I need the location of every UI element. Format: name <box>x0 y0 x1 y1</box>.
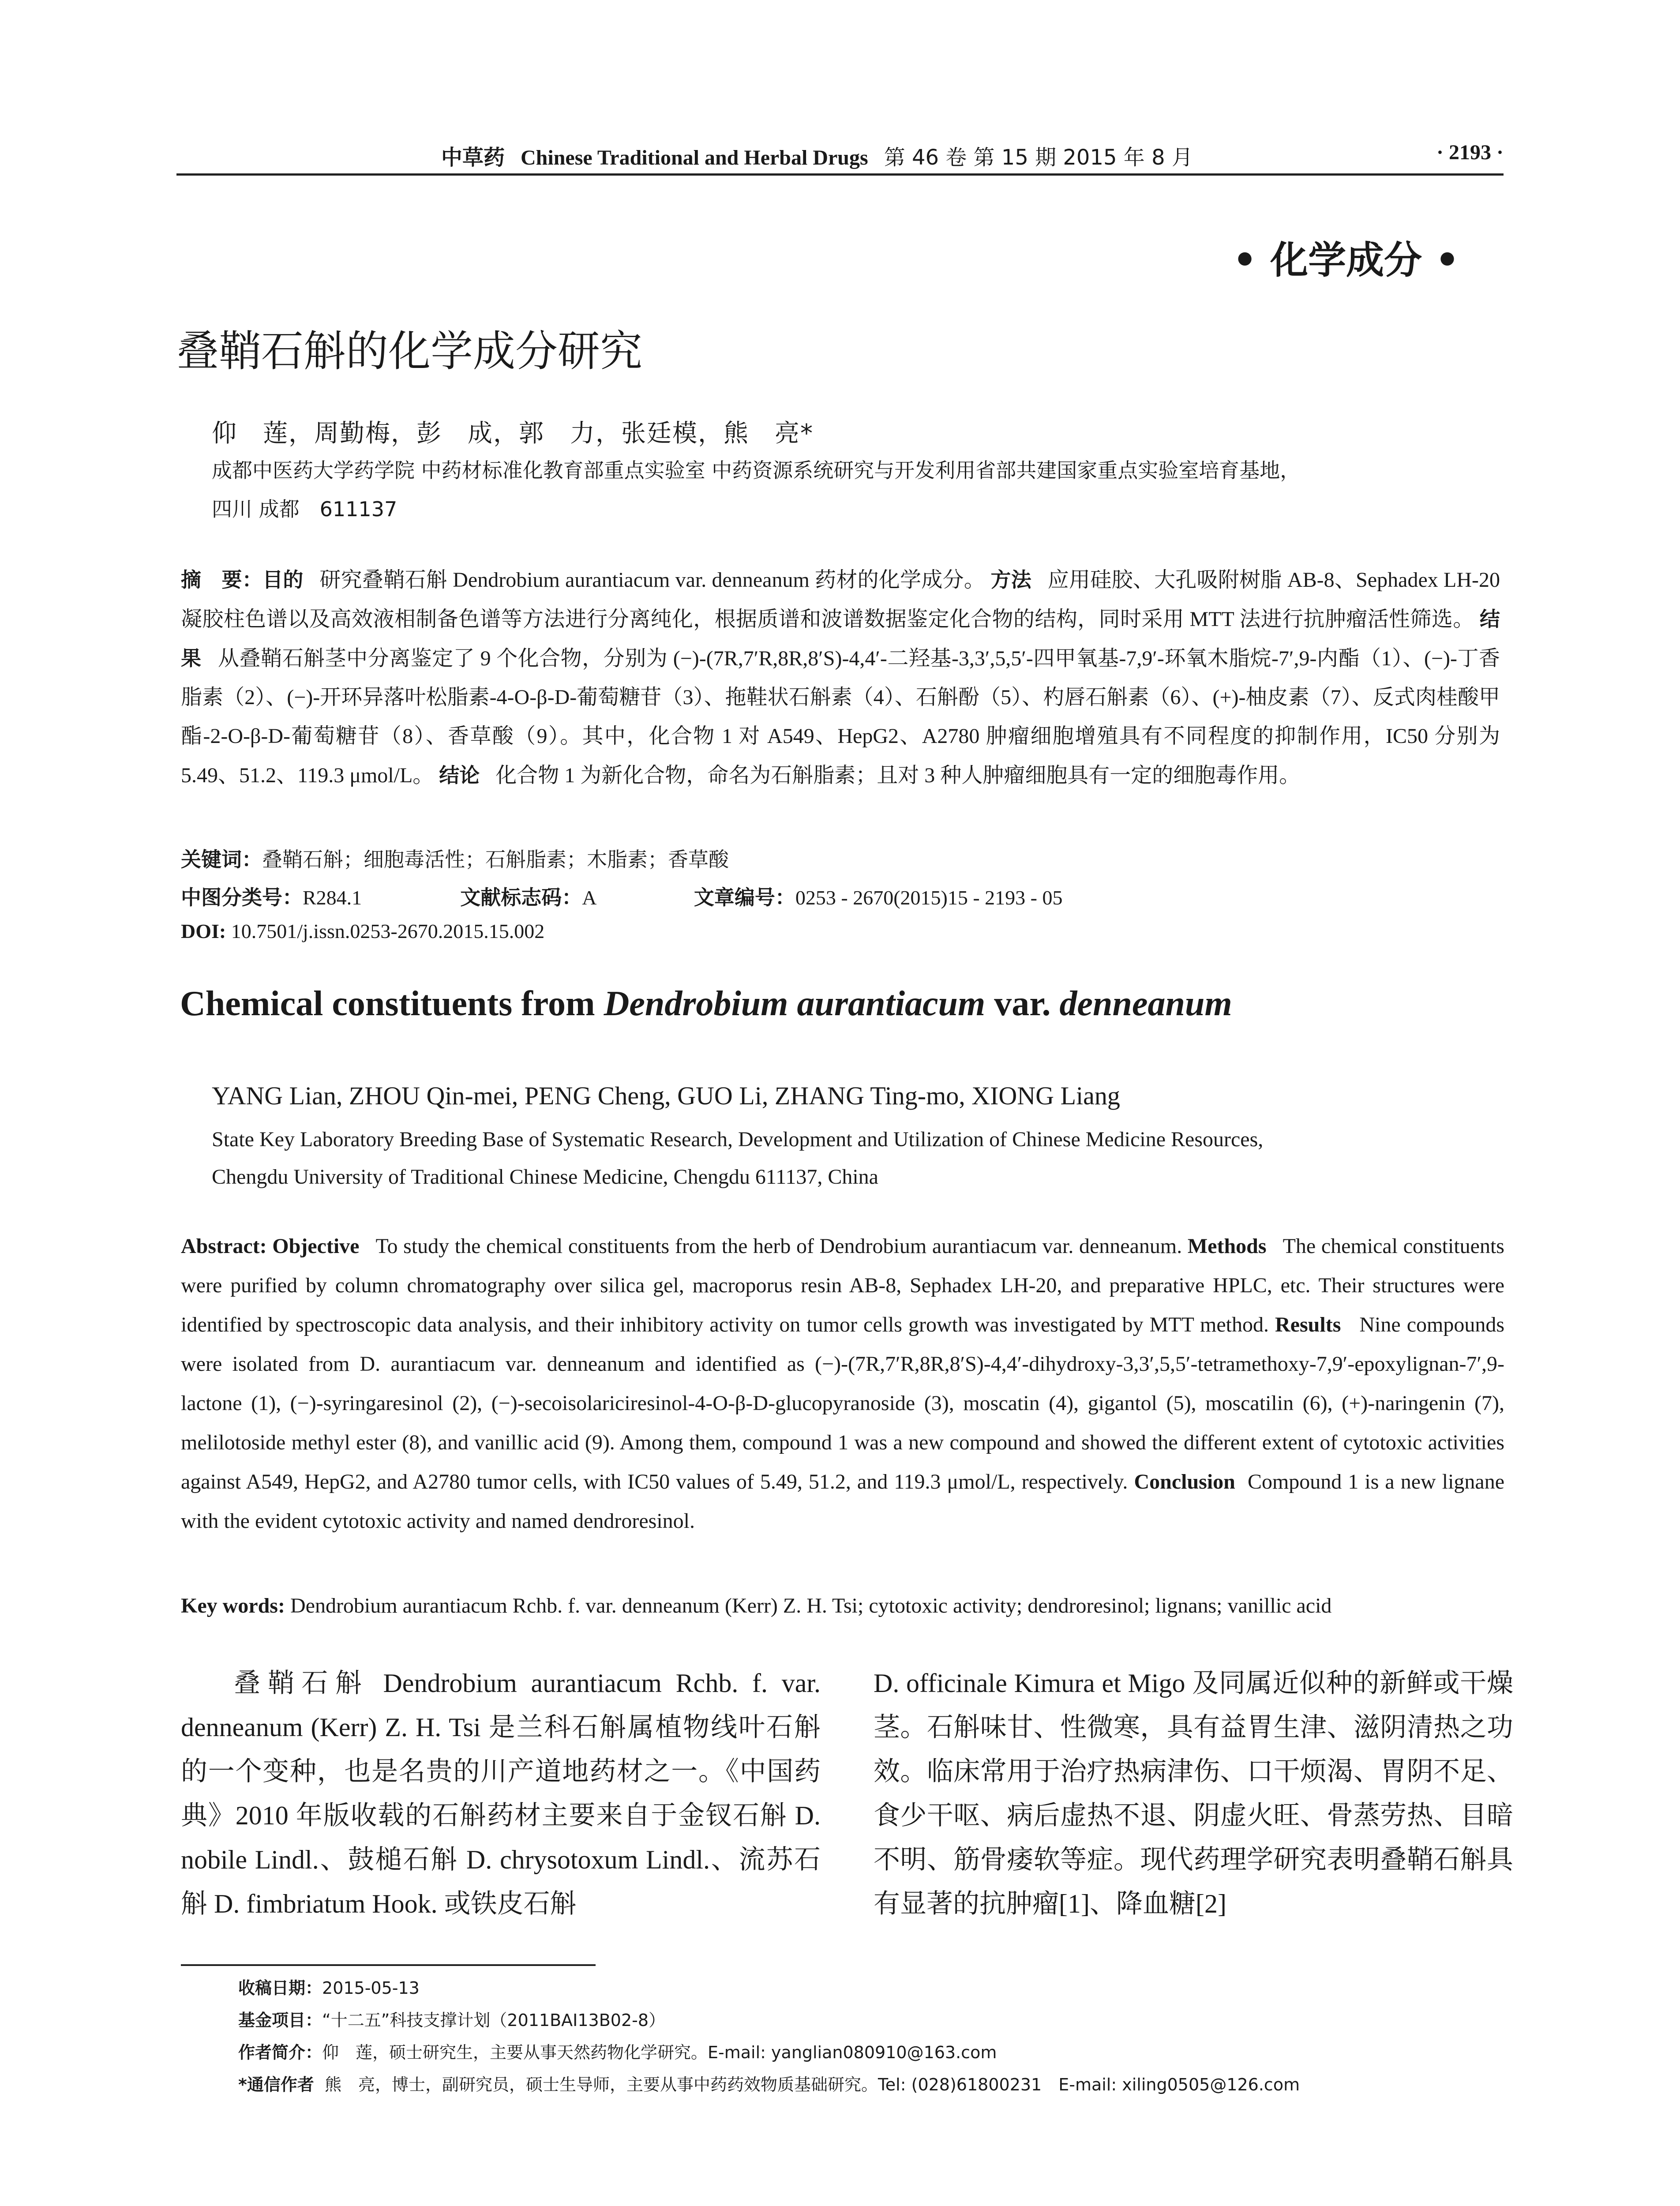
footnote-author-label: 作者简介： <box>238 2043 322 2062</box>
abstract-cn-conclusion: 化合物 1 为新化合物，命名为石斛脂素；且对 3 种人肿瘤细胞具有一定的细胞毒作用。 <box>495 764 1301 787</box>
footnote-received-text: 2015-05-13 <box>322 1978 420 1998</box>
journal-info <box>441 140 1193 171</box>
doi-label: DOI: <box>181 920 226 942</box>
doc-code-label: 文献标志码： <box>460 885 582 909</box>
affiliation-cn-line2: 四川 成都 611137 <box>212 497 398 521</box>
footnote-author <box>238 2039 997 2063</box>
clc-value: R284.1 <box>303 886 362 909</box>
running-header <box>176 140 1504 176</box>
section-tag: • 化学成分 • <box>1233 238 1459 282</box>
abstract-en-conclusion: Compound 1 is a new lignane with the evident cytotoxic activity and named dendroresinol. <box>181 1470 1505 1533</box>
page-number: · 2193 · <box>1436 141 1504 164</box>
footnote-corresponding-text: 熊 亮，博士，副研究员，硕士生导师，主要从事中药药效物质基础研究。Tel: (028)61800231 E-mail: xiling0505@126.com <box>325 2075 1300 2094</box>
abstract-en-objective-label: Abstract: Objective <box>181 1234 360 1258</box>
abstract-en-methods-label: Methods <box>1187 1234 1267 1258</box>
body-column-right: D. officinale Kimura et Migo 及同属近似种的新鲜或干燥茎。石斛味甘、性微寒，具有益胃生津、滋阴清热之功效。临床常用于治疗热病津伤、口干烦渴、胃阴不足、食少干呕、病后虚热不退、阴虚火旺、骨蒸劳热、目暗不明、筋骨痿软等症。现代药理学研究表明叠鞘石斛具有显著的抗肿瘤[1]、降血糖[2] <box>874 1669 1513 1918</box>
doc-code-value: A <box>582 886 596 909</box>
abstract-cn-label: 摘 要： <box>181 568 263 592</box>
doi-link[interactable]: 10.7501/j.issn.0253-2670.2015.15.002 <box>231 920 545 942</box>
abstract-cn-results-label: 结果 <box>181 607 1500 670</box>
affiliation-cn-line1: 成都中医药大学药学院 中药材标准化教育部重点实验室 中药资源系统研究与开发利用省部共建国家重点实验室培育基地， <box>212 458 1301 482</box>
journal-issue: 第 46 卷 第 15 期 2015 年 8 月 <box>884 145 1193 170</box>
abstract-cn-objective-label: 目的 <box>262 568 304 592</box>
keywords-en-text: Dendrobium aurantiacum Rchb. f. var. denneanum (Kerr) Z. H. Tsi; cytotoxic activity; dendroresinol; lignans; vanillic acid <box>290 1594 1332 1617</box>
article-number-value: 0253 - 2670(2015)15 - 2193 - 05 <box>795 886 1063 909</box>
keywords-cn <box>181 844 729 873</box>
footnote-received-label: 收稿日期： <box>238 1978 322 1998</box>
footnote-author-text: 仰 莲，硕士研究生，主要从事天然药物化学研究。E-mail: yanglian080910@163.com <box>322 2043 997 2062</box>
footnote-fund-label: 基金项目： <box>238 2011 322 2030</box>
abstract-cn-conclusion-label: 结论 <box>439 763 480 787</box>
abstract-en-results-label: Results <box>1275 1313 1341 1336</box>
footnote-rule <box>181 1964 596 1966</box>
footnote-received <box>238 1974 420 1999</box>
affiliation-en-line2: Chengdu University of Traditional Chinese Medicine, Chengdu 611137, China <box>212 1165 878 1189</box>
footnote-corresponding <box>238 2071 1300 2095</box>
affiliation-en-line1: State Key Laboratory Breeding Base of Systematic Research, Development and Utilization of Chinese Medicine Resources, <box>212 1128 1264 1151</box>
doi-line <box>181 919 544 943</box>
title-en <box>180 984 1232 1024</box>
keywords-en-label: Key words: <box>181 1594 285 1617</box>
classification-line <box>181 882 1062 911</box>
title-en-prefix: Chemical constituents from <box>180 984 604 1023</box>
body-column-left: 叠鞘石斛 Dendrobium aurantiacum Rchb. f. var. denneanum (Kerr) Z. H. Tsi 是兰科石斛属植物线叶石斛的一个变种，也是名贵的川产道地药材之一。《中国药典》2010 年版收载的石斛药材主要来自于金钗石斛 D. nobile Lindl.、鼓槌石斛 D. chrysotoxum Lindl.、流苏石斛 D. fimbriatum Hook. 或铁皮石斛 <box>181 1669 821 1918</box>
title-en-variety: denneanum <box>1059 984 1232 1023</box>
title-en-var: var. <box>985 984 1060 1023</box>
abstract-en-methods: The chemical constituents were purified by column chromatography over silica gel, macroporus resin AB-8, Sephadex LH-20, and preparative HPLC, etc. Their structures were identified by spectroscopic data analysis, and their inhibitory activity on tumor cells growth was investigated by MTT method. <box>181 1234 1504 1336</box>
clc-label: 中图分类号： <box>181 885 303 909</box>
keywords-en <box>181 1594 1331 1618</box>
footnote-corresponding-label: *通信作者 <box>238 2075 314 2094</box>
footnote-fund-text: “十二五”科技支撑计划（2011BAI13B02-8） <box>322 2011 666 2030</box>
abstract-cn-results: 从叠鞘石斛茎中分离鉴定了 9 个化合物，分别为 (−)-(7R,7′R,8R,8′S)-4,4′-二羟基-3,3′,5,5′-四甲氧基-7,9′-环氧木脂烷-7′,9-内酯（1）、(−)-丁香脂素（2）、(−)-开环异落叶松脂素-4-O-β-D-葡萄糖苷（3）、拖鞋状石斛素（4）、石斛酚（5）、杓唇石斛素（6）、(+)-柚皮素（7）、反式肉桂酸甲酯-2-O-β-D-葡萄糖苷（8）、香草酸（9）。其中，化合物 1 对 A549、HepG2、A2780 肿瘤细胞增殖具有不同程度的抑制作用，IC50 分别为 5.49、51.2、119.3 μmol/L。 <box>181 647 1500 787</box>
authors-cn: 仰 莲，周勤梅，彭 成，郭 力，张廷模，熊 亮* <box>212 419 814 448</box>
abstract-en-objective: To study the chemical constituents from the herb of Dendrobium aurantiacum var. denneanum. <box>375 1234 1182 1258</box>
article-number-label: 文章编号： <box>694 885 795 909</box>
keywords-cn-label: 关键词： <box>181 848 262 871</box>
journal-name-en: Chinese Traditional and Herbal Drugs <box>521 146 868 169</box>
abstract-en-results: Nine compounds were isolated from D. aurantiacum var. denneanum and identified as (−)-(7R,7′R,8R,8′S)-4,4′-dihydroxy-3,3′,5,5′-tetramethoxy-7,9′-epoxylignan-7′,9-lactone (1), (−)-syringaresinol (2), (−)-secoisolariciresinol-4-O-β-D-glucopyranoside (3), moscatin (4), gigantol (5), moscatilin (6), (+)-naringenin (7), melilotoside methyl ester (8), and vanillic acid (9). Among them, compound 1 was a new compound and showed the different extent of cytotoxic activities against A549, HepG2, and A2780 tumor cells, with IC50 values of 5.49, 51.2, and 119.3 μmol/L, respectively. <box>181 1313 1505 1493</box>
abstract-cn-methods: 应用硅胶、大孔吸附树脂 AB-8、Sephadex LH-20 凝胶柱色谱以及高效液相制备色谱等方法进行分离纯化，根据质谱和波谱数据鉴定化合物的结构，同时采用 MTT 法进行抗肿瘤活性筛选。 <box>181 568 1500 631</box>
journal-name-cn: 中草药 <box>441 145 505 170</box>
abstract-en <box>181 1227 1504 1541</box>
authors-en: YANG Lian, ZHOU Qin-mei, PENG Cheng, GUO Li, ZHANG Ting-mo, XIONG Liang <box>212 1081 1120 1110</box>
header-rule <box>176 173 1504 176</box>
keywords-cn-text: 叠鞘石斛；细胞毒活性；石斛脂素；木脂素；香草酸 <box>262 848 729 871</box>
title-cn: 叠鞘石斛的化学成分研究 <box>176 326 642 376</box>
abstract-cn <box>181 560 1500 795</box>
abstract-cn-methods-label: 方法 <box>990 568 1031 592</box>
title-en-species: Dendrobium aurantiacum <box>604 984 986 1023</box>
abstract-cn-objective: 研究叠鞘石斛 Dendrobium aurantiacum var. denneanum 药材的化学成分。 <box>319 568 986 592</box>
footnote-fund <box>238 2007 665 2031</box>
abstract-en-conclusion-label: Conclusion <box>1134 1470 1235 1493</box>
